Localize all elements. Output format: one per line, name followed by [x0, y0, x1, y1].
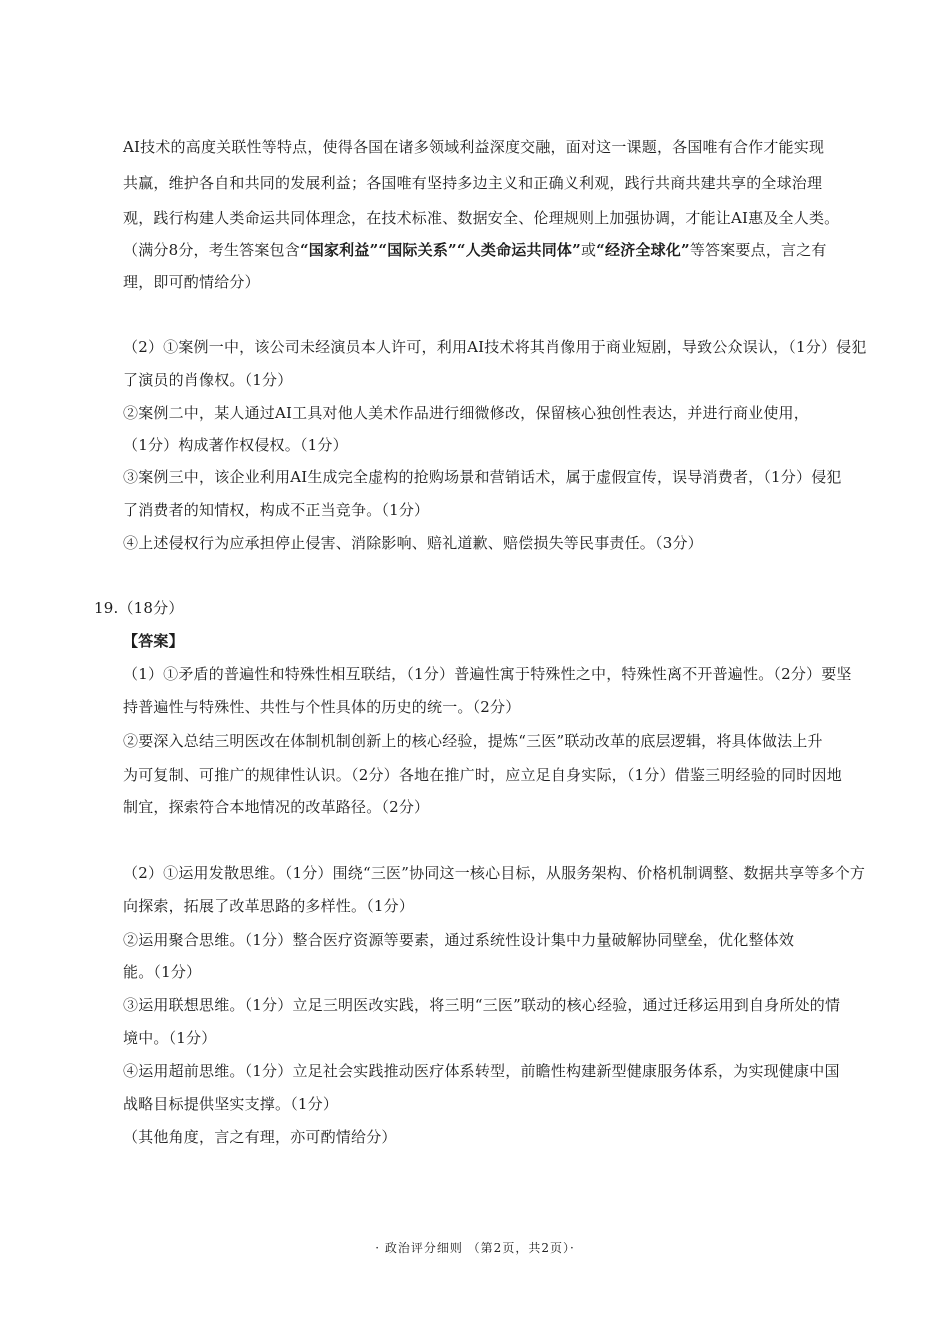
note-text: （满分8分，考生答案包含 — [123, 241, 300, 259]
text-line: 境中。（1分） — [123, 1029, 217, 1047]
text-line: （2）①运用发散思维。（1分）围绕“三医”协同这一核心目标，从服务架构、价格机制调整、数据共享等多个方 — [123, 864, 866, 882]
page-footer: · 政治评分细则 （第2页，共2页）· — [375, 1241, 575, 1255]
text-line: 观，践行构建人类命运共同体理念，在技术标准、数据安全、伦理规则上加强协调，才能让AI惠及全人类。 — [123, 209, 840, 227]
text-line: ②运用聚合思维。（1分）整合医疗资源等要素，通过系统性设计集中力量破解协同壁垒，优化整体效 — [123, 931, 795, 949]
text-line: 理，即可酌情给分） — [123, 273, 260, 291]
text-line: 为可复制、可推广的规律性认识。（2分）各地在推广时，应立足自身实际，（1分）借鉴三明经验的同时因地 — [123, 766, 842, 784]
text-line: AI技术的高度关联性等特点，使得各国在诸多领域利益深度交融，面对这一课题，各国唯有合作才能实现 — [123, 138, 825, 156]
text-line: （其他角度，言之有理，亦可酌情给分） — [123, 1128, 397, 1146]
text-line: 持普遍性与特殊性、共性与个性具体的历史的统一。（2分） — [123, 698, 521, 716]
note-text: 或 — [580, 241, 597, 259]
text-line: 制宜，探索符合本地情况的改革路径。（2分） — [123, 798, 430, 816]
text-line: 了消费者的知情权，构成不正当竞争。（1分） — [123, 501, 430, 519]
note-keyword: “国家利益”“国际关系”“人类命运共同体” — [299, 241, 581, 259]
text-line: ④上述侵权行为应承担停止侵害、消除影响、赔礼道歉、赔偿损失等民事责任。（3分） — [123, 534, 703, 552]
answer-label: 【答案】 — [123, 632, 184, 650]
text-line: ③案例三中，该企业利用AI生成完全虚构的抢购场景和营销话术，属于虚假宣传，误导消费者，（1分）侵犯 — [123, 468, 842, 486]
text-line: 战略目标提供坚实支撑。（1分） — [123, 1095, 339, 1113]
text-line: 共赢，维护各自和共同的发展利益；各国唯有坚持多边主义和正确义利观，践行共商共建共享的全球治理 — [123, 174, 823, 192]
question-number: 19.（18分） — [94, 599, 184, 617]
text-line: （1分）构成著作权侵权。（1分） — [123, 436, 348, 454]
text-line: ②案例二中，某人通过AI工具对他人美术作品进行细微修改，保留核心独创性表达，并进行商业使用， — [123, 404, 809, 422]
text-line: 能。（1分） — [123, 963, 202, 981]
text-line: 了演员的肖像权。（1分） — [123, 371, 293, 389]
text-line: ②要深入总结三明医改在体制机制创新上的核心经验，提炼“三医”联动改革的底层逻辑，将具体做法上升 — [123, 732, 823, 750]
text-line: （1）①矛盾的普遍性和特殊性相互联结，（1分）普遍性寓于特殊性之中，特殊性离不开普遍性。（2分）要坚 — [123, 665, 852, 683]
note-text: 等答案要点，言之有 — [689, 241, 827, 259]
note-keyword: “经济全球化” — [596, 241, 690, 259]
text-line: 向探索，拓展了改革思路的多样性。（1分） — [123, 897, 415, 915]
text-line: ④运用超前思维。（1分）立足社会实践推动医疗体系转型，前瞻性构建新型健康服务体系，为实现健康中国 — [123, 1062, 840, 1080]
text-line: （2）①案例一中，该公司未经演员本人许可，利用AI技术将其肖像用于商业短剧，导致公众误认，（1分）侵犯 — [123, 338, 867, 356]
text-line: ③运用联想思维。（1分）立足三明医改实践，将三明“三医”联动的核心经验，通过迁移运用到自身所处的情 — [123, 996, 841, 1014]
scoring-note — [123, 240, 858, 260]
